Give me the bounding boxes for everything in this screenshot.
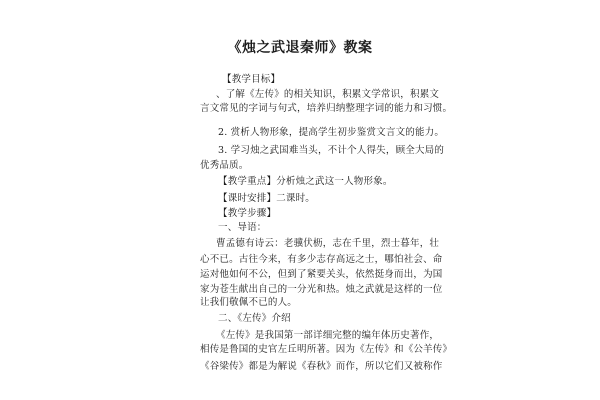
text-line: 运对他如何不公，但到了紧要关头，依然挺身而出，为国	[200, 269, 443, 280]
text-line: 【教学目标】	[222, 74, 281, 85]
text-line: 二、《左传》介绍	[218, 313, 291, 324]
text-line: 【课时安排】二课时。	[218, 193, 316, 204]
text-line: 【教学重点】分析烛之武这一人物形象。	[218, 176, 393, 187]
text-line: 一、导语：	[218, 222, 267, 233]
text-line: 3. 学习烛之武国难当头，不计个人得失，顾全大局的	[218, 145, 445, 156]
text-line: 【教学步骤】	[218, 208, 277, 219]
text-line: 曹孟德有诗云：老骥伏枥，志在千里，烈士暮年，壮	[216, 238, 440, 249]
text-line: 《谷梁传》都是为解说《春秋》而作，所以它们又被称作	[200, 361, 443, 372]
text-line: 让我们敬佩不已的人。	[200, 297, 298, 308]
text-line: 家为苍生献出自己的一分光和热。烛之武就是这样的一位	[200, 284, 443, 295]
text-line: 言文常见的字词与句式，培养归纳整理字词的能力和习惯。	[200, 103, 453, 114]
text-line: 相传是鲁国的史官左丘明所著。因为《左传》和《公羊传》	[200, 344, 453, 355]
text-line: 2. 赏析人物形象，提高学生初步鉴赏文言文的能力。	[218, 127, 445, 138]
text-line: 优秀品质。	[200, 160, 249, 171]
text-line: 《左传》是我国第一部详细完整的编年体历史著作，	[216, 330, 440, 341]
text-line: 心不已。古往今来，有多少志存高远之士，哪怕社会、命	[200, 254, 443, 265]
document-title: 《烛之武退秦师》教案	[227, 40, 373, 56]
text-line: 、了解《左传》的相关知识，积累文学常识，积累文	[216, 89, 440, 100]
